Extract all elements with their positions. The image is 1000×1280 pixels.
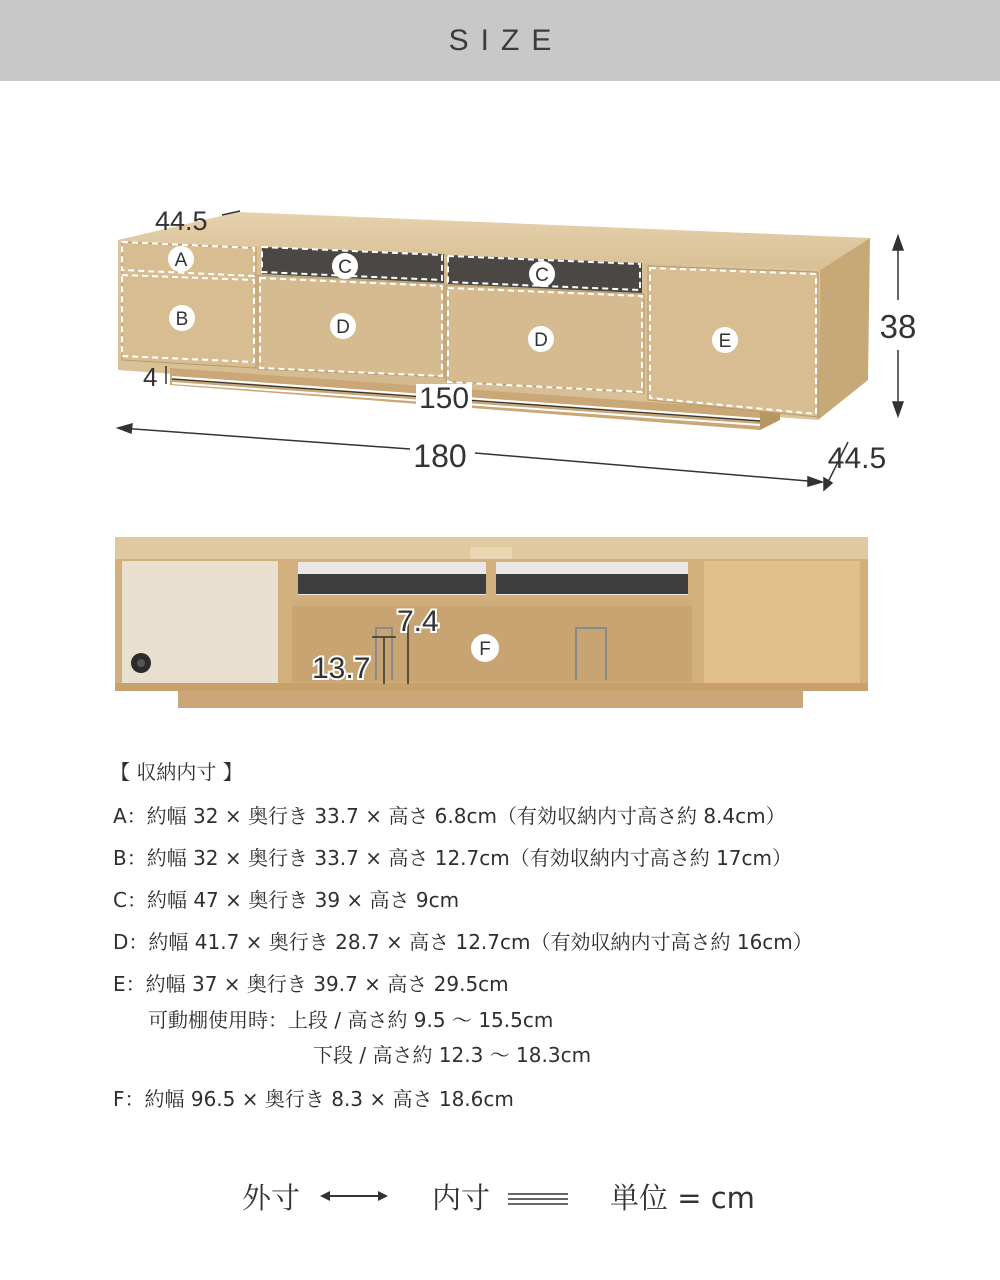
inner-double-line-icon bbox=[506, 1188, 570, 1208]
unit-label: 単位 = cm bbox=[610, 1181, 755, 1215]
total-width-arrow bbox=[118, 424, 822, 486]
spec-b: B：約幅 32 × 奥行き 33.7 × 高さ 12.7cm（有効収納内寸高さ約 17cm） bbox=[113, 846, 793, 870]
spec-e: E：約幅 37 × 奥行き 39.7 × 高さ 29.5cm bbox=[113, 972, 509, 996]
section-title: SIZE bbox=[448, 23, 564, 57]
spec-e-upper: 可動棚使用時：上段 / 高さ約 9.5 〜 15.5cm bbox=[148, 1008, 554, 1032]
label-d-left: D bbox=[336, 317, 350, 338]
inner-dimension-label: 内寸 bbox=[432, 1181, 491, 1215]
section-header bbox=[0, 0, 1000, 81]
tv-board-interior-diagram bbox=[0, 530, 1000, 720]
label-b: B bbox=[175, 309, 189, 330]
depth-value: 44.5 bbox=[827, 442, 887, 475]
total-width-value: 180 bbox=[413, 438, 467, 474]
shelf-height-value: 7.4 bbox=[397, 605, 439, 638]
right-panel bbox=[704, 561, 860, 685]
label-c-left: C bbox=[338, 257, 352, 278]
spec-a: A：約幅 32 × 奥行き 33.7 × 高さ 6.8cm（有効収納内寸高さ約 8.4cm） bbox=[113, 804, 786, 828]
spec-e-lower: 下段 / 高さ約 12.3 〜 18.3cm bbox=[313, 1043, 592, 1067]
label-d-right: D bbox=[534, 330, 548, 351]
label-c-right: C bbox=[535, 265, 549, 286]
base-inset-value: 4 bbox=[143, 362, 158, 392]
legend bbox=[0, 1176, 1000, 1220]
outer-dimension-label: 外寸 bbox=[242, 1181, 301, 1215]
spec-c: C：約幅 47 × 奥行き 39 × 高さ 9cm bbox=[113, 888, 460, 912]
inner-width-value: 150 bbox=[418, 382, 470, 415]
outer-arrow-icon bbox=[318, 1186, 390, 1206]
spec-f: F：約幅 96.5 × 奥行き 8.3 × 高さ 18.6cm bbox=[113, 1087, 514, 1111]
plinth-base bbox=[178, 691, 803, 708]
lower-height-value: 13.7 bbox=[312, 652, 371, 685]
label-e: E bbox=[718, 331, 732, 352]
height-value: 38 bbox=[879, 308, 917, 345]
specs-heading: 【 収納内寸 】 bbox=[110, 760, 243, 784]
label-f: F bbox=[479, 639, 491, 660]
top-depth-value: 44.5 bbox=[155, 206, 208, 236]
spec-d: D：約幅 41.7 × 奥行き 28.7 × 高さ 12.7cm（有効収納内寸高さ約 16cm） bbox=[113, 930, 813, 954]
label-a: A bbox=[174, 250, 188, 271]
